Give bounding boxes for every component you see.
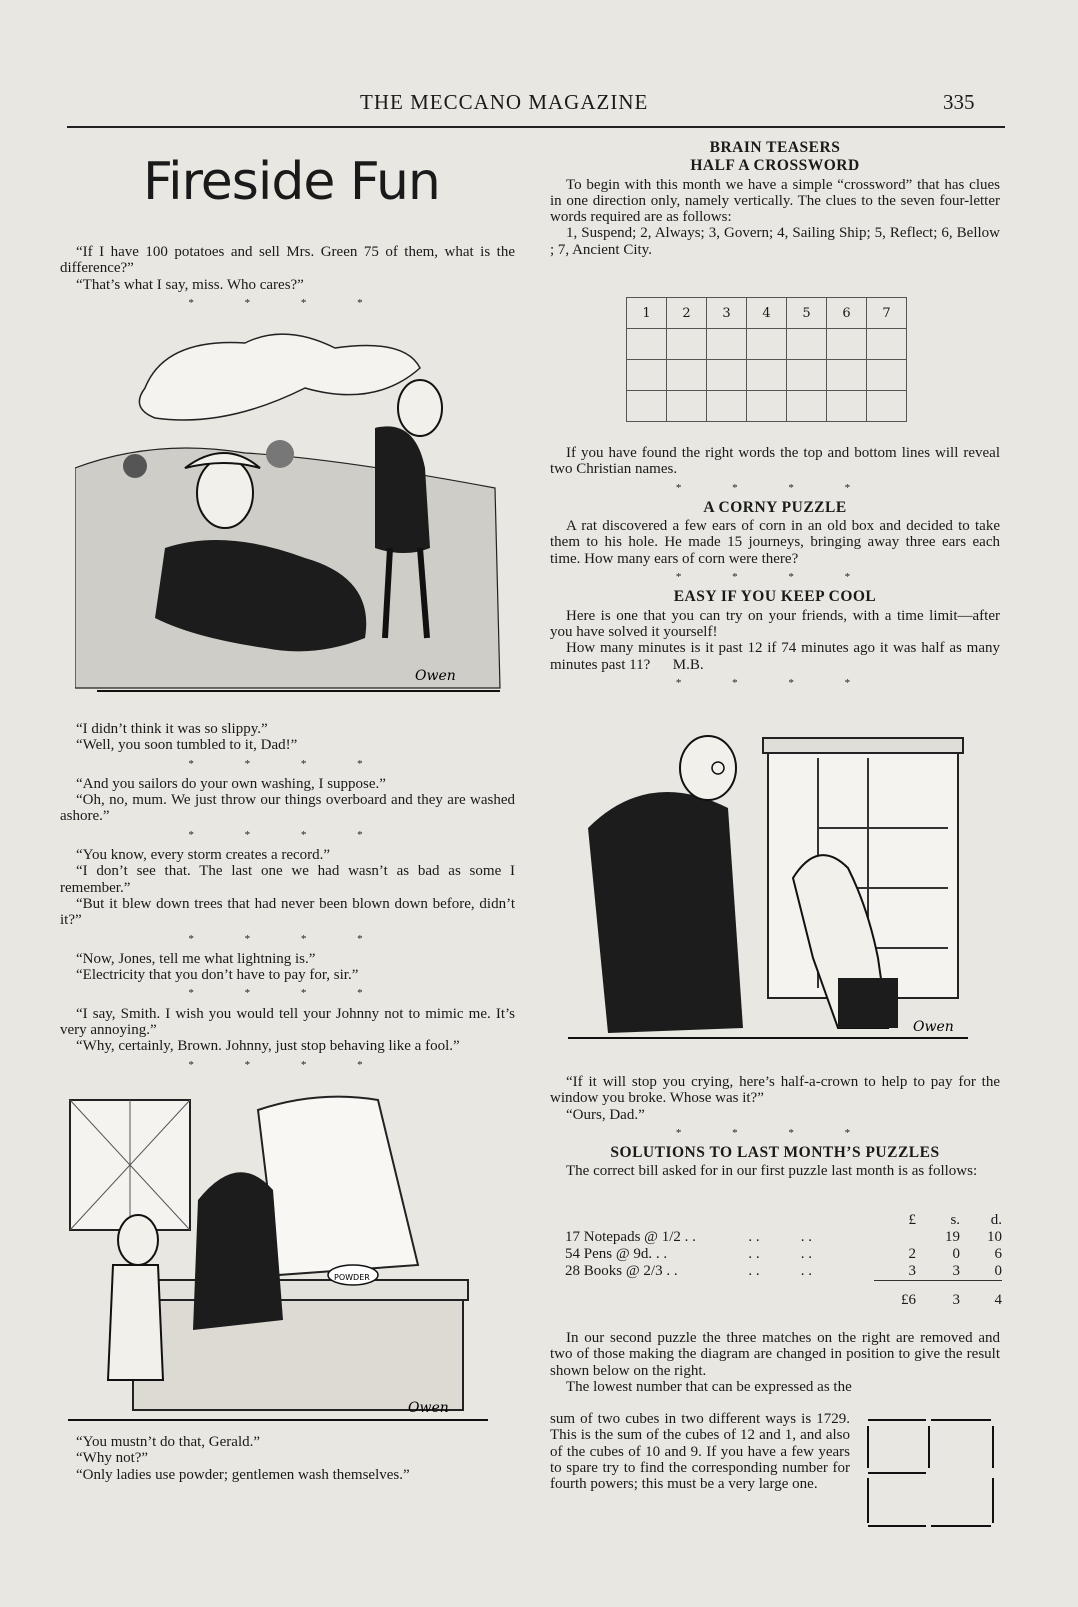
grid-cell [667,391,707,422]
grid-cell [707,329,747,360]
joke-line: “Now, Jones, tell me what lightning is.” [76,950,316,967]
joke-line: “You mustn’t do that, Gerald.” [76,1434,261,1450]
grid-cell [667,329,707,360]
matches-diagram [866,1418,996,1528]
grid-cell [787,329,827,360]
separator-stars: * * * * [188,828,387,841]
separator-stars: * * * * [675,1126,875,1139]
bush [123,454,147,478]
joke-line: “Oh, no, mum. We just throw our things overboard and they are washed ashore.” [60,792,515,825]
bill-table [565,1212,1002,1313]
father-head [680,736,736,800]
separator-stars: * * * * [188,296,387,309]
corny-text: A rat discovered a few ears of corn in an old box and decided to take them to his hole. He made 15 journeys, bringing away three ears each time. How many ears of corn were there? [550,518,1000,567]
grid-number: 6 [827,298,867,329]
bill-price: 1/2 [661,1229,681,1245]
grid-cell [747,360,787,391]
dresser-top [118,1280,468,1300]
matches-text: In our second puzzle the three matches on the right are removed and two of those making the diagram are changed in position to give the result shown below on the right. [550,1330,1000,1379]
father-head [197,458,253,528]
joke-line: “If I have 100 potatoes and sell Mrs. Green 75 of them, what is the difference?” [60,244,515,277]
artist-signature: Owen [408,1400,449,1416]
boy-head [398,380,442,436]
crossword-intro: To begin with this month we have a simple “crossword” that has clues in one direction only, namely vertically. The clues to the seven four-letter words required are as follows: [550,176,1000,226]
bill-item: 17 Notepads [565,1229,641,1245]
joke-line: “And you sailors do your own washing, I suppose.” [76,775,386,792]
joke-line: “But it blew down trees that had never been blown down before, didn’t it?” [60,895,515,929]
bill-dots: . . [684,1229,696,1245]
bill-dots: . . [800,1229,813,1245]
bill-total-pounds: £6 [874,1281,916,1314]
separator-stars: * * * * [675,481,875,494]
grid-cell [787,391,827,422]
brain-teasers [550,138,1000,258]
bill-pence: 10 [987,1229,1002,1245]
grid-cell [827,391,867,422]
tree [266,440,294,468]
mirror [258,1097,418,1275]
cubes-text: sum of two cubes in two different ways is 1729. This is the sum of the cubes of 12 and 1, and also of the cubes of 10 and 9. If you have a few years to spare try to find the corresponding number for fourth powers; this must be a very large one. [550,1411,850,1493]
fireside-fun-title: Fireside Fun [143,152,440,212]
grid-cell [827,360,867,391]
boy-figure [193,1172,283,1330]
boy-jacket [375,426,430,553]
separator-stars: * * * * [188,987,387,1000]
bill-pounds: 3 [908,1263,917,1279]
bill-item: 28 Books [565,1263,623,1280]
page-number: 335 [943,90,975,114]
bill-dots: . . [748,1263,760,1280]
joke-line: “I say, Smith. I wish you would tell your Johnny not to mimic me. It’s very annoying.” [60,1005,515,1039]
separator-stars: * * * * [675,571,875,584]
cartoon-powder-mirror [68,1090,508,1460]
bill-dots: . . [800,1246,813,1262]
cool-text [550,640,1000,673]
grid-cell [747,391,787,422]
bill-shillings: 3 [952,1263,961,1279]
grid-cell [827,329,867,360]
separator-stars: * * * * [188,932,387,945]
grid-cell [707,391,747,422]
magazine-title: THE MECCANO MAGAZINE [360,90,649,114]
bill-row [565,1263,1002,1281]
separator-stars: * * * * [675,676,875,689]
joke-line: “You know, every storm creates a record.” [76,847,331,864]
solutions-intro: The correct bill asked for in our first puzzle last month is as follows: [566,1163,978,1180]
cartoon-slippy-hill [75,318,515,714]
bill-pounds [874,1229,916,1246]
bill-shillings: 19 [945,1229,961,1245]
cool-question: How many minutes is it past 12 if 74 minutes ago it was half as many minutes past 11? [550,640,1000,673]
artist-signature: Owen [415,668,456,684]
author-initials: M.B. [672,656,704,673]
section-heading: BRAIN TEASERS [709,139,841,156]
joke-line: “I don’t see that. The last one we had wasn’t as bad as some I remember.” [60,863,515,896]
bill-row [565,1246,1002,1263]
joke-line: “Why, certainly, Brown. Johnny, just stop behaving like a fool.” [76,1038,460,1055]
grid-cell [707,360,747,391]
section-heading: HALF A CROSSWORD [690,157,860,175]
bill-at: @ [625,1263,640,1280]
cool-text: Here is one that you can try on your friends, with a time limit—after you have solved it yourself! [550,607,1000,640]
bill-total-pence: 4 [960,1281,1002,1314]
bill-shillings: 0 [952,1246,961,1262]
curtain-rail [763,738,963,753]
window-caption [550,1074,1000,1180]
grid-cell [867,329,907,360]
bill-dots: . . [800,1263,813,1280]
joke-line: “Why not?” [76,1450,149,1467]
girl-head [118,1215,158,1265]
bill-at: @ [615,1246,630,1262]
crossword-grid [626,297,907,422]
bill-item: 54 Pens [565,1246,613,1262]
caption-line: “Ours, Dad.” [566,1106,645,1123]
bill-total-shillings: 3 [916,1281,960,1314]
joke-7 [60,1434,515,1483]
col-shillings: s. [950,1212,961,1228]
col-pounds: £ [908,1212,917,1228]
girl-dress [108,1265,163,1380]
grid-number: 7 [867,298,907,329]
grid-number: 2 [667,298,707,329]
bill-dots: . . [748,1246,760,1262]
cubes-text: The lowest number that can be expressed as the [566,1378,852,1395]
joke-line: “Well, you soon tumbled to it, Dad!” [76,737,298,754]
dresser-body [133,1300,463,1410]
grid-number: 5 [787,298,827,329]
section-heading: A CORNY PUZZLE [703,498,847,516]
section-heading: SOLUTIONS TO LAST MONTH’S PUZZLES [610,1144,940,1162]
separator-stars: * * * * [188,1058,387,1071]
cubes-solution [550,1411,850,1492]
bill-dots: . . [666,1263,678,1280]
grid-cell [667,360,707,391]
crossword-clues: 1, Suspend; 2, Always; 3, Govern; 4, Sailing Ship; 5, Reflect; 6, Bellow ; 7, Ancient City. [550,225,1000,258]
bill-pence: 0 [994,1263,1002,1279]
bill-row [565,1229,1002,1246]
grid-cell [747,329,787,360]
header-rule [67,126,1005,128]
bill-dots: . . [748,1229,760,1245]
matches-solution [550,1330,1000,1395]
grid-cell [787,360,827,391]
artist-signature: Owen [913,1019,954,1035]
grid-cell [627,360,667,391]
grid-number: 1 [627,298,667,329]
crossword-outro: If you have found the right words the top and bottom lines will reveal two Christian names. [550,445,1000,478]
father-suit [588,792,743,1033]
bill-total-row [565,1281,1002,1314]
col-pence: d. [990,1212,1002,1228]
grid-number: 3 [707,298,747,329]
grid-cell [627,391,667,422]
powder-label: POWDER [334,1273,370,1282]
boy-shorts [838,978,898,1028]
separator-stars: * * * * [188,757,387,770]
bill-dots: . . [655,1246,668,1262]
teasers-body [550,445,1000,695]
bill-pounds: 2 [908,1246,917,1262]
bill-pence: 6 [994,1246,1002,1262]
bill-price: 2/3 [643,1263,663,1280]
grid-cell [867,391,907,422]
joke-line: “That’s what I say, miss. Who cares?” [76,276,304,293]
bill-at: @ [644,1229,658,1245]
jokes-block [60,721,515,1077]
caption-line: “If it will stop you crying, here’s half-a-crown to help to pay for the window you broke. Whose was it?” [550,1074,1000,1107]
section-heading: EASY IF YOU KEEP COOL [673,588,877,606]
joke-line: “I didn’t think it was so slippy.” [76,721,268,737]
bill-price: 9d. [633,1246,653,1262]
grid-number: 4 [747,298,787,329]
joke-1 [60,244,515,315]
joke-line: “Electricity that you don’t have to pay for, sir.” [76,967,359,984]
cartoon-broken-window [568,728,990,1066]
grid-cell [867,360,907,391]
cloud [139,334,420,420]
grid-cell [627,329,667,360]
joke-line: “Only ladies use powder; gentlemen wash themselves.” [76,1466,410,1483]
